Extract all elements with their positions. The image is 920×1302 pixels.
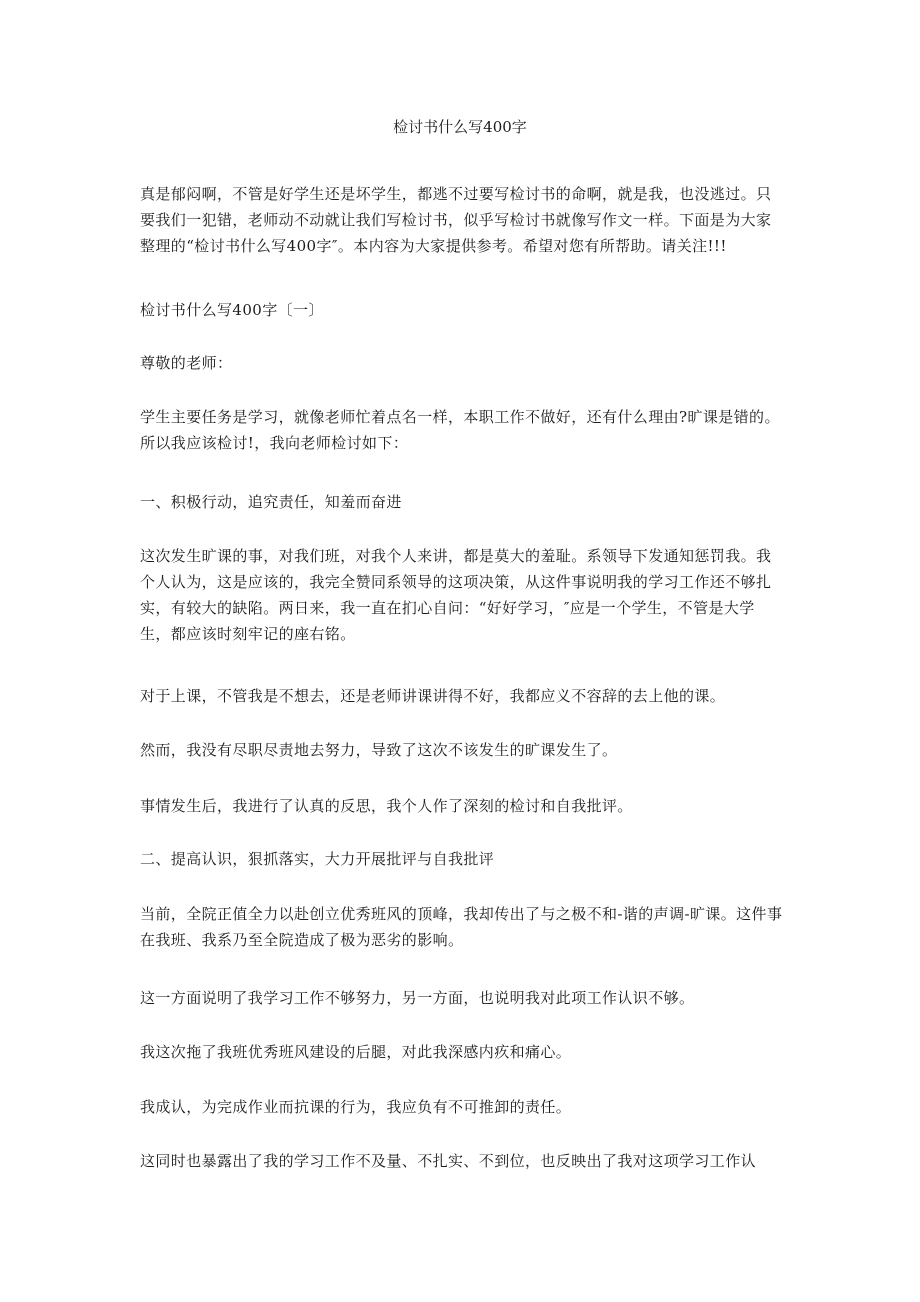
body-paragraph: 这同时也暴露出了我的学习工作不及量、不扎实、不到位，也反映出了我对这项学习工作认 [140,1152,757,1170]
body-paragraph: 这次发生旷课的事，对我们班，对我个人来讲，都是莫大的羞耻。系领导下发通知惩罚我。我个人认为，这是应该的，我完全赞同系领导的这项决策，从这件事说明我的学习工作还不够扎实，有较大的缺陷。两日来，我一直在扪心自问：“好好学习，″应是一个学生，不管是大学生，都应该时刻牢记的座右铭。 [140,547,772,643]
section-heading-one: 检讨书什么写400字〔一〕 [140,301,324,319]
salutation: 尊敬的老师： [140,354,233,372]
body-paragraph: 我成认，为完成作业而抗课的行为，我应负有不可推卸的责任。 [140,1098,572,1116]
body-paragraph: 学生主要任务是学习，就像老师忙着点名一样，本职工作不做好，还有什么理由?旷课是错的。所以我应该检讨!，我向老师检讨如下： [140,408,780,452]
body-paragraph: 我这次拖了我班优秀班风建设的后腿，对此我深感内疚和痛心。 [140,1043,572,1061]
body-paragraph: 然而，我没有尽职尽责地去努力，导致了这次不该发生的旷课发生了。 [140,741,618,759]
document-title: 检讨书什么写400字 [393,118,527,136]
subheading-one: 一、积极行动，追究责任，知羞而奋进 [140,493,402,511]
intro-paragraph: 真是郁闷啊，不管是好学生还是坏学生，都逃不过要写检讨书的命啊，就是我，也没逃过。只要我们一犯错，老师动不动就让我们写检讨书，似乎写检讨书就像写作文一样。下面是为大家整理的“检讨书什么写400字″。本内容为大家提供参考。希望对您有所帮助。请关注!!! [140,185,772,255]
body-paragraph: 对于上课，不管我是不想去，还是老师讲课讲得不好，我都应义不容辞的去上他的课。 [140,687,726,705]
body-paragraph: 当前，全院正值全力以赴创立优秀班风的顶峰，我却传出了与之极不和-谐的声调-旷课。这件事在我班、我系乃至全院造成了极为恶劣的影响。 [140,905,783,949]
body-paragraph: 事情发生后，我进行了认真的反思，我个人作了深刻的检讨和自我批评。 [140,797,633,815]
subheading-two: 二、提高认识，狠抓落实，大力开展批评与自我批评 [140,850,495,868]
body-paragraph: 这一方面说明了我学习工作不够努力，另一方面，也说明我对此项工作认识不够。 [140,989,695,1007]
